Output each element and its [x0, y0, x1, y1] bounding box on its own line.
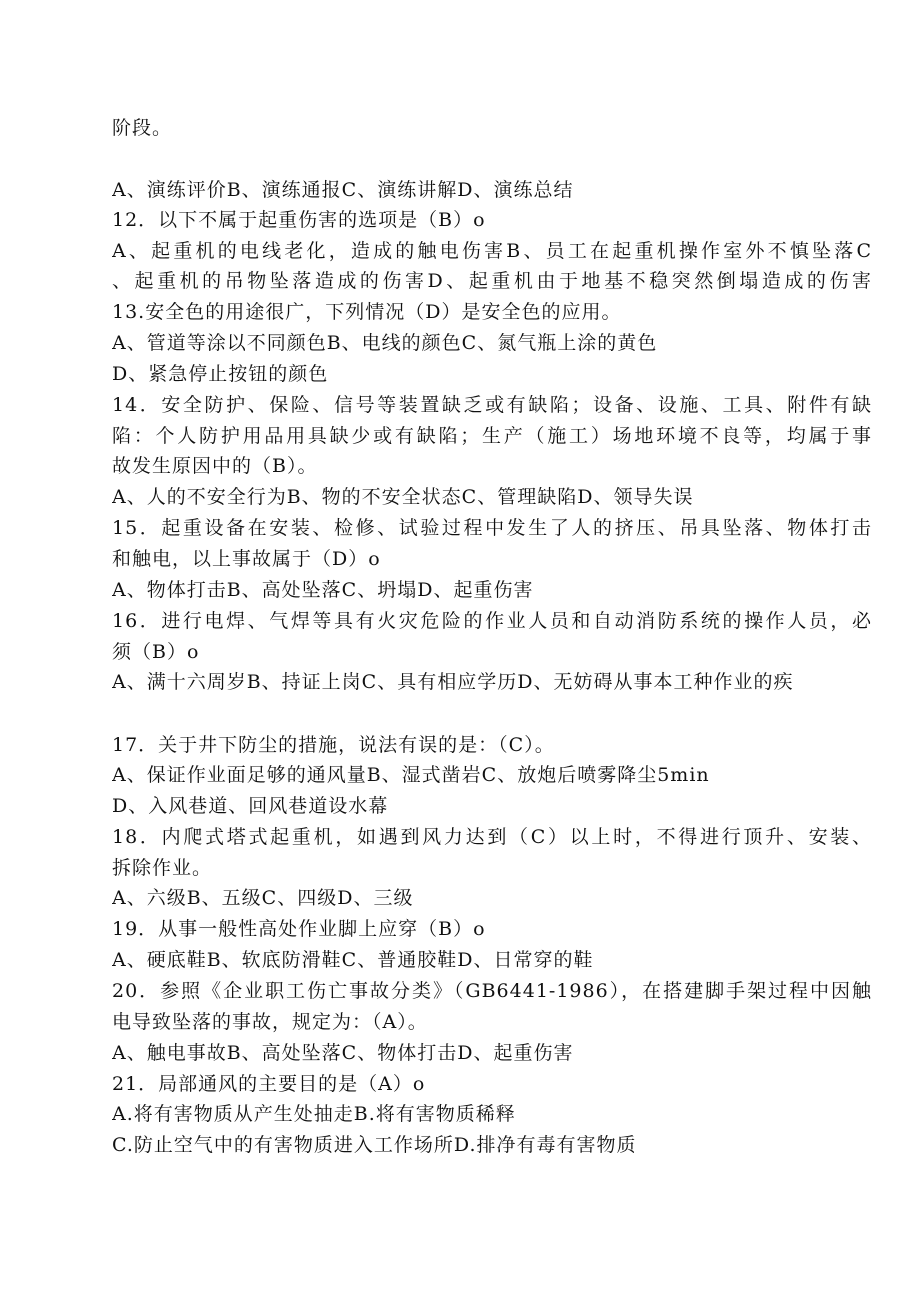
text-line: 19．从事一般性高处作业脚上应穿（B）o — [112, 918, 486, 940]
text-line: 故发生原因中的（B）。 — [112, 455, 318, 477]
text-line: 阶段。 — [112, 117, 173, 139]
text-line: 15．起重设备在安装、检修、试验过程中发生了人的挤压、吊具坠落、物体打击 — [112, 517, 872, 539]
text-line: 20．参照《企业职工伤亡事故分类》（GB6441-1986），在搭建脚手架过程中因触 — [112, 980, 872, 1002]
text-line: A、人的不安全行为B、物的不安全状态C、管理缺陷D、领导失误 — [112, 486, 694, 508]
text-line: 、起重机的吊物坠落造成的伤害D、起重机由于地基不稳突然倒塌造成的伤害 — [112, 270, 872, 292]
text-line: A.将有害物质从产生处抽走B.将有害物质稀释 — [112, 1103, 516, 1125]
text-line: A、物体打击B、高处坠落C、坍塌D、起重伤害 — [112, 579, 534, 601]
text-line: 和触电，以上事故属于（D）o — [112, 548, 381, 570]
text-line: 21．局部通风的主要目的是（A）o — [112, 1073, 426, 1095]
text-line: A、管道等涂以不同颜色B、电线的颜色C、氮气瓶上涂的黄色 — [112, 332, 658, 354]
text-line: 拆除作业。 — [112, 857, 213, 879]
text-line: D、入风巷道、回风巷道设水幕 — [112, 795, 389, 817]
text-line: 陷：个人防护用品用具缺少或有缺陷；生产（施工）场地环境不良等，均属于事 — [112, 425, 872, 447]
text-line: 18．内爬式塔式起重机，如遇到风力达到（C）以上时，不得进行顶升、安装、 — [112, 826, 872, 848]
text-line: A、满十六周岁B、持证上岗C、具有相应学历D、无妨碍从事本工种作业的疾 — [112, 671, 794, 693]
text-line: A、六级B、五级C、四级D、三级 — [112, 887, 414, 909]
text-line: 须（B）o — [112, 641, 200, 663]
text-line: A、起重机的电线老化，造成的触电伤害B、员工在起重机操作室外不慎坠落C — [112, 240, 872, 262]
text-line: 17．关于井下防尘的措施，说法有误的是：（C）。 — [112, 734, 555, 756]
text-line: A、触电事故B、高处坠落C、物体打击D、起重伤害 — [112, 1042, 574, 1064]
text-line: 12．以下不属于起重伤害的选项是（B）o — [112, 209, 486, 231]
text-line: 16．进行电焊、气焊等具有火灾危险的作业人员和自动消防系统的操作人员，必 — [112, 610, 872, 632]
text-line: A、演练评价B、演练通报C、演练讲解D、演练总结 — [112, 179, 574, 201]
text-line: 电导致坠落的事故，规定为：（A）。 — [112, 1011, 428, 1033]
text-line: C.防止空气中的有害物质进入工作场所D.排净有毒有害物质 — [112, 1134, 637, 1156]
text-line: A、保证作业面足够的通风量B、湿式凿岩C、放炮后喷雾降尘5min — [112, 764, 710, 786]
text-line: A、硬底鞋B、软底防滑鞋C、普通胶鞋D、日常穿的鞋 — [112, 949, 594, 971]
text-line: 14．安全防护、保险、信号等装置缺乏或有缺陷；设备、设施、工具、附件有缺 — [112, 394, 872, 416]
text-line: 13.安全色的用途很广，下列情况（D）是安全色的应用。 — [112, 301, 622, 323]
text-line: D、紧急停止按钮的颜色 — [112, 363, 329, 385]
